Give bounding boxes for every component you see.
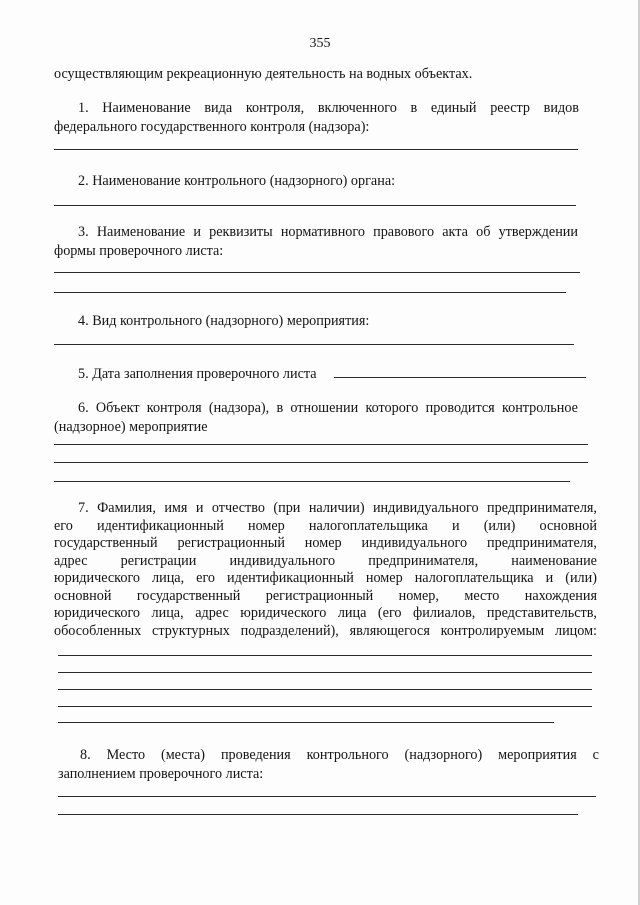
word: лицом: <box>554 623 597 639</box>
fill-line[interactable] <box>58 655 592 656</box>
word: (или) <box>483 518 516 534</box>
word: являющегося <box>349 623 430 639</box>
fill-line[interactable] <box>58 689 592 690</box>
word: наличии) <box>308 500 365 516</box>
word: в <box>276 400 284 416</box>
word: Объект <box>95 400 140 416</box>
fill-line[interactable] <box>54 481 570 482</box>
word: (надзора), <box>208 400 270 416</box>
word: юридического <box>54 570 141 586</box>
fill-line[interactable] <box>54 149 578 150</box>
word: индивидуального <box>229 553 336 569</box>
item-7-line-3 <box>54 535 597 552</box>
date-fill-line[interactable] <box>334 377 586 378</box>
fill-line[interactable] <box>54 344 574 345</box>
word: номер <box>365 570 403 586</box>
word: контроля <box>146 400 202 416</box>
word: подразделений), <box>240 623 339 639</box>
word: Наименование <box>96 224 186 240</box>
fill-line[interactable] <box>58 706 592 707</box>
word: лица, <box>151 605 184 621</box>
word: включенного <box>317 100 397 116</box>
word: юридического <box>54 605 141 621</box>
word: (или) <box>565 570 597 586</box>
word: Фамилия, <box>97 500 156 516</box>
fill-line[interactable] <box>54 272 580 273</box>
item-7-line-7 <box>54 605 597 622</box>
word: предпринимателя, <box>487 500 597 516</box>
item-8-line-1 <box>80 747 599 764</box>
item-3-line-1 <box>78 224 578 241</box>
word: предпринимателя, <box>368 553 479 569</box>
fill-line[interactable] <box>54 205 576 206</box>
word: с <box>592 747 599 763</box>
word: наименование <box>511 553 597 569</box>
word: об <box>476 224 491 240</box>
item-1-line-2: федерального государственного контроля (надзора): <box>54 119 370 135</box>
word: реквизиты <box>209 224 273 240</box>
word: акта <box>442 224 468 240</box>
item-7-line-6 <box>54 588 597 605</box>
item-2-line-1: 2. Наименование контрольного (надзорного) органа: <box>78 173 396 189</box>
word: лица, <box>152 570 185 586</box>
word: основной <box>54 588 112 604</box>
word: основной <box>539 518 597 534</box>
word: контролируемым <box>440 623 545 639</box>
word: и <box>193 224 201 240</box>
word: государственный <box>136 588 241 604</box>
word: контрольного <box>306 747 389 763</box>
word: 1. <box>78 100 89 116</box>
word: и <box>545 570 554 586</box>
word: мероприятия <box>498 747 577 763</box>
word: налогоплательщика <box>308 518 428 534</box>
word: которого <box>365 400 419 416</box>
word: проводится <box>425 400 495 416</box>
item-3-line-2: формы проверочного листа: <box>54 243 224 259</box>
fill-line[interactable] <box>58 722 554 723</box>
item-7-line-1 <box>78 500 597 517</box>
item-5-line-1: 5. Дата заполнения проверочного листа <box>78 366 317 382</box>
word: филиалов, <box>413 605 476 621</box>
word: место <box>464 588 500 604</box>
item-4-line-1: 4. Вид контрольного (надзорного) мероприятия: <box>78 313 370 329</box>
word: его <box>54 518 73 534</box>
word: предпринимателя, <box>487 535 597 551</box>
word: Место <box>106 747 146 763</box>
word: в <box>410 100 418 116</box>
word: налогоплательщика <box>414 570 534 586</box>
word: (надзорного) <box>404 747 483 763</box>
word: утверждении <box>498 224 578 240</box>
item-7-line-8 <box>54 623 597 640</box>
word: регистрационный <box>265 588 374 604</box>
word: видов <box>543 100 579 116</box>
word: нормативного <box>280 224 365 240</box>
intro-line: осуществляющим рекреационную деятельность на водных объектах. <box>54 66 473 82</box>
word: правового <box>373 224 435 240</box>
word: лица <box>337 605 367 621</box>
item-1-line-1 <box>78 100 579 117</box>
item-7-line-4 <box>54 553 597 570</box>
word: Наименование <box>102 100 191 116</box>
word: государственный <box>54 535 158 551</box>
word: (места) <box>160 747 206 763</box>
item-6-line-1 <box>78 400 578 417</box>
word: индивидуального <box>372 500 479 516</box>
word: адрес <box>195 605 229 621</box>
word: контроля, <box>245 100 305 116</box>
word: единый <box>430 100 477 116</box>
word: и <box>451 518 460 534</box>
word: 8. <box>80 747 91 763</box>
word: проведения <box>220 747 291 763</box>
word: 6. <box>78 400 89 416</box>
item-7-line-5 <box>54 570 597 587</box>
word: реестр <box>490 100 530 116</box>
word: регистрации <box>120 553 197 569</box>
word: 7. <box>78 500 89 516</box>
word: номер <box>304 535 342 551</box>
fill-line[interactable] <box>58 672 592 673</box>
page-number: 355 <box>309 36 331 51</box>
word: обособленных <box>54 623 142 639</box>
word: юридического <box>240 605 327 621</box>
word: отношении <box>290 400 359 416</box>
word: (при <box>273 500 301 516</box>
word: и <box>195 500 204 516</box>
word: отчество <box>211 500 265 516</box>
word: (его <box>377 605 402 621</box>
word: имя <box>164 500 188 516</box>
fill-line[interactable] <box>54 444 588 445</box>
fill-line[interactable] <box>54 292 566 293</box>
word: регистрационный <box>177 535 285 551</box>
word: структурных <box>152 623 230 639</box>
item-8-line-2: заполнением проверочного листа: <box>58 766 264 782</box>
fill-line[interactable] <box>58 814 578 815</box>
word: 3. <box>78 224 89 240</box>
fill-line[interactable] <box>58 796 596 797</box>
item-7-line-2 <box>54 518 597 535</box>
word: нахождения <box>524 588 597 604</box>
word: его <box>196 570 216 586</box>
fill-line[interactable] <box>54 462 588 463</box>
word: вида <box>204 100 233 116</box>
word: контрольное <box>501 400 578 416</box>
word: идентификационный <box>227 570 354 586</box>
word: представительств, <box>486 605 597 621</box>
word: адрес <box>54 553 88 569</box>
word: номер, <box>398 588 439 604</box>
word: номер <box>247 518 285 534</box>
item-6-line-2: (надзорное) мероприятие <box>54 419 208 435</box>
word: идентификационный <box>97 518 224 534</box>
word: индивидуального <box>361 535 468 551</box>
